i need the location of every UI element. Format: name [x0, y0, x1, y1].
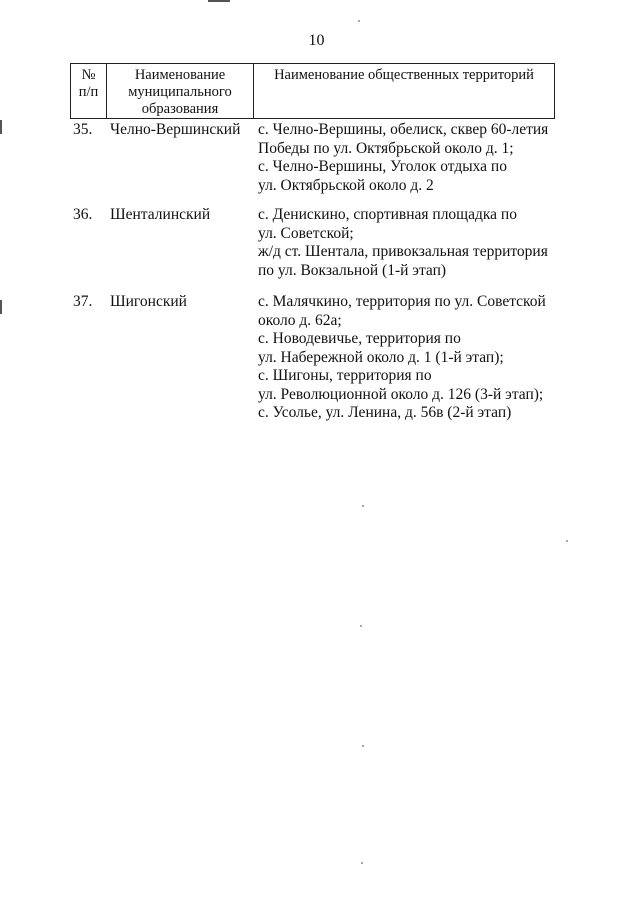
territory-line: ж/д ст. Шентала, привокзальная территория: [258, 243, 548, 260]
territory-line: по ул. Вокзальной (1-й этап): [258, 261, 447, 279]
row-number: 35.: [73, 121, 93, 138]
row-municipality: Шигонский: [110, 293, 187, 310]
row-number: 37.: [73, 293, 93, 310]
territory-line: ул. Революционной около д. 126 (3-й этап);: [258, 385, 544, 403]
territory-line: с. Новодевичье, территория по: [258, 330, 461, 347]
row-number: 36.: [73, 206, 93, 223]
row-municipality: Шенталинский: [110, 206, 211, 223]
scan-edge-mark: [0, 120, 2, 134]
territory-line: с. Денискино, спортивная площадка по: [258, 206, 517, 223]
row-territories: [258, 121, 548, 195]
row-municipality: Челно-Вершинский: [110, 121, 241, 138]
territory-line: ул. Октябрьской около д. 2: [258, 176, 434, 194]
scan-speck: [362, 745, 364, 747]
territory-line: около д. 62а;: [258, 311, 342, 329]
territory-line: ул. Советской;: [258, 224, 354, 242]
territory-line: ул. Набережной около д. 1 (1-й этап);: [258, 348, 504, 366]
scan-edge-mark: [208, 0, 230, 2]
scan-speck: [361, 862, 363, 864]
header-municipality: Наименование муниципального образования: [128, 67, 232, 117]
scan-edge-mark: [0, 300, 2, 314]
scan-speck: [358, 20, 360, 22]
territory-line: с. Шигоны, территория по: [258, 367, 432, 384]
territory-line: с. Малячкино, территория по ул. Советской: [258, 293, 546, 310]
scan-speck: [362, 505, 364, 507]
territory-line: с. Усолье, ул. Ленина, д. 56в (2-й этап): [258, 404, 512, 421]
scan-speck: [360, 625, 362, 627]
territory-line: Победы по ул. Октябрьской около д. 1;: [258, 139, 514, 157]
header-territories: Наименование общественных территорий: [274, 67, 534, 83]
header-number: № п/п: [78, 67, 99, 100]
table-header: [70, 63, 555, 119]
row-territories: [258, 206, 548, 280]
page-number: 10: [308, 32, 325, 49]
territory-line: с. Челно-Вершины, Уголок отдыха по: [258, 158, 507, 175]
scan-speck: [566, 540, 568, 542]
row-territories: [258, 293, 546, 423]
territory-line: с. Челно-Вершины, обелиск, сквер 60-летия: [258, 121, 549, 138]
